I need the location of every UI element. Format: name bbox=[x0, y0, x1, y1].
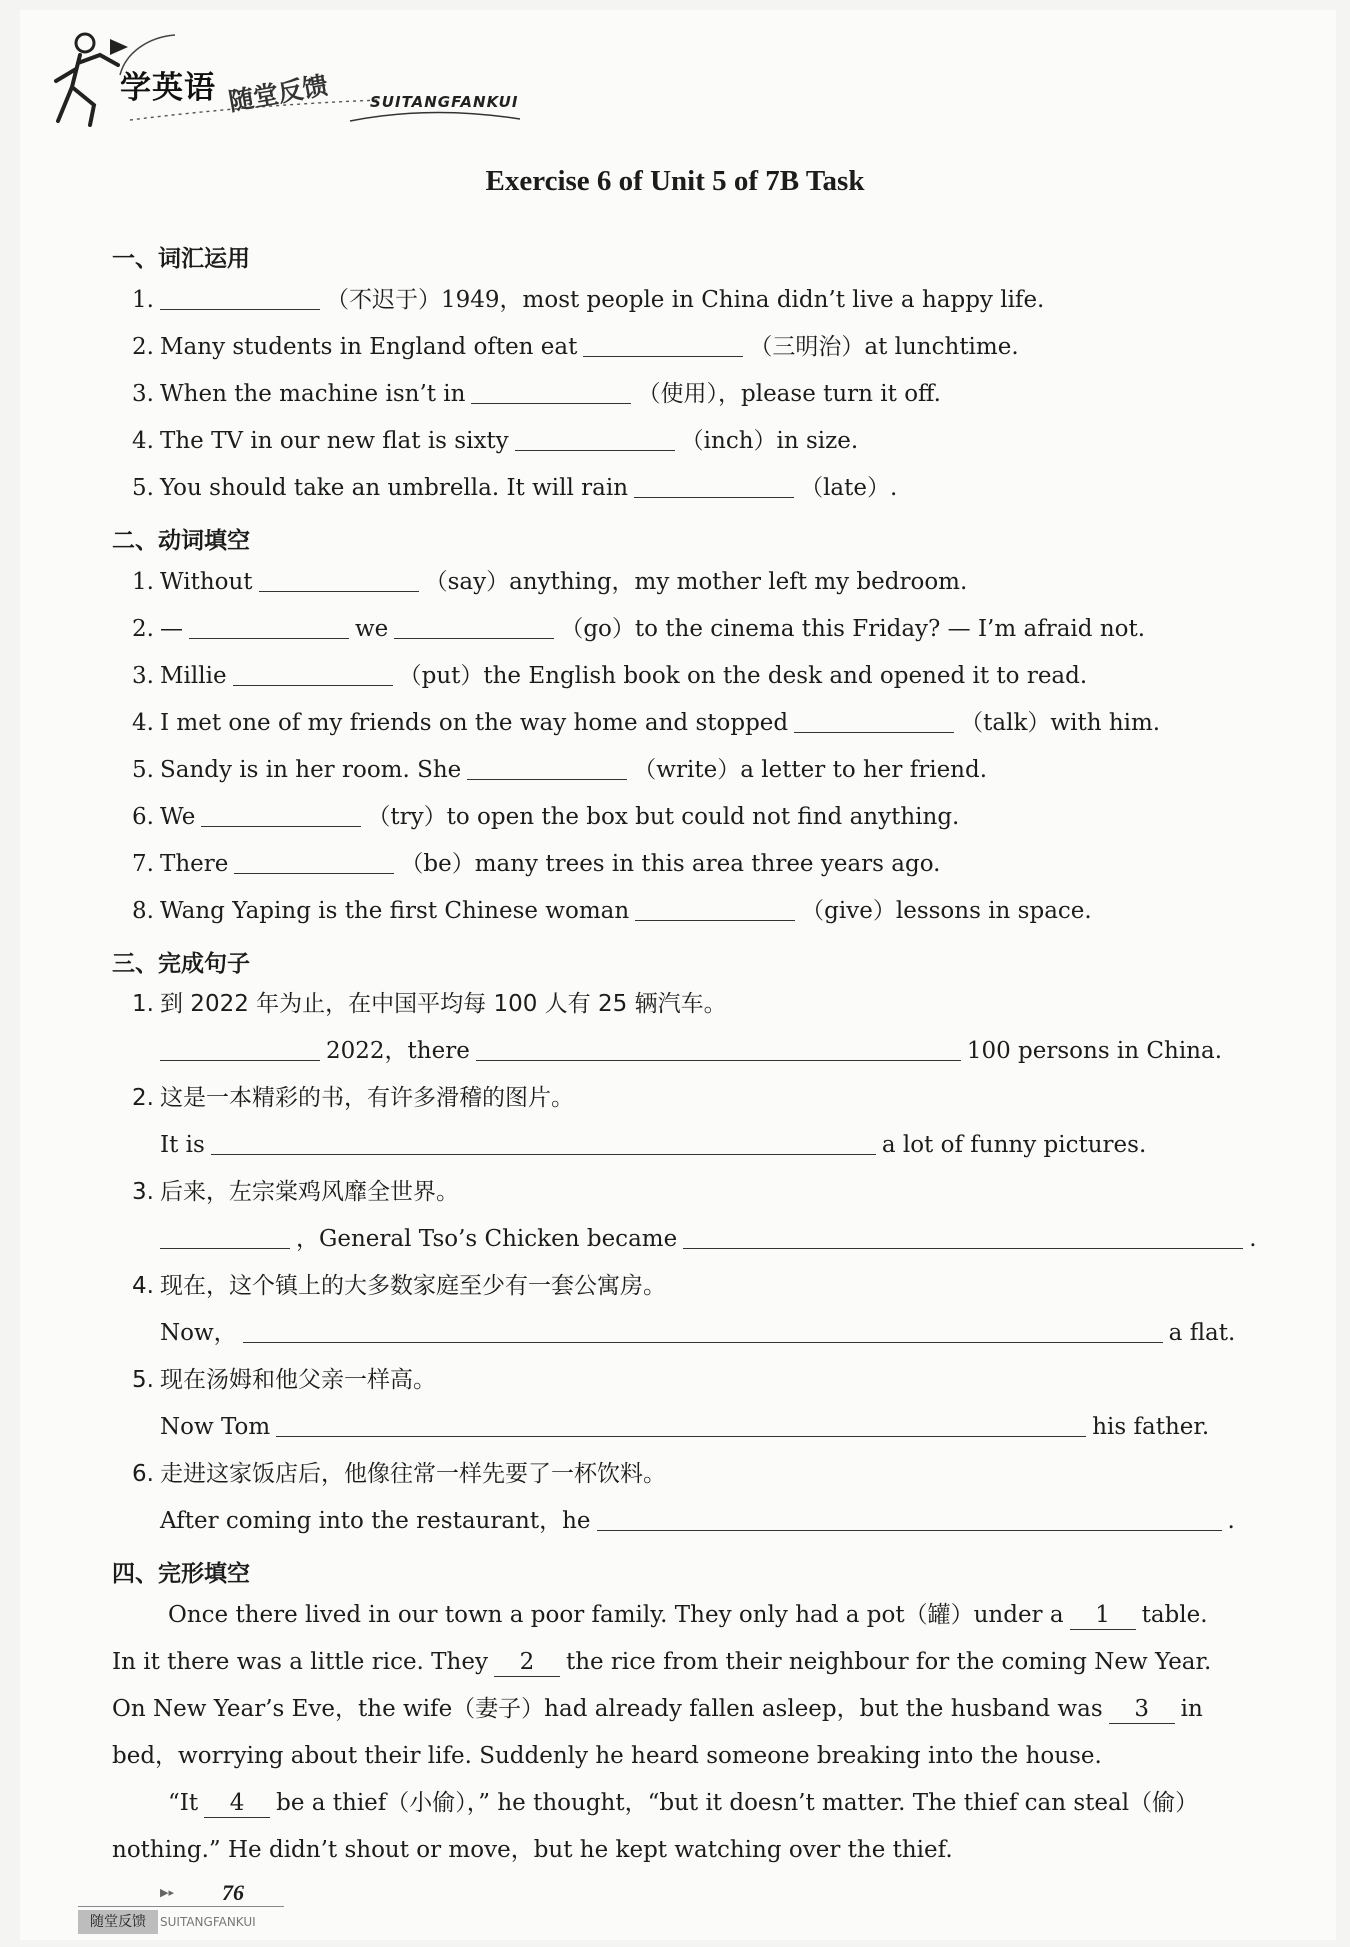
answer-blank[interactable] bbox=[201, 804, 361, 827]
answer-blank[interactable] bbox=[476, 1038, 961, 1061]
footer-logo-en: SUITANGFANKUI bbox=[160, 1915, 256, 1929]
logo-subtitle: 随堂反馈 bbox=[226, 70, 331, 117]
page-number: 76 bbox=[222, 1880, 244, 1905]
answer-blank[interactable] bbox=[160, 1226, 290, 1249]
cloze-line-1: Once there lived in our town a poor family. They only had a pot（罐）under a 1 table. bbox=[168, 1602, 1208, 1628]
answer-blank[interactable] bbox=[634, 475, 794, 498]
s3-item-5-chinese: 5. 现在汤姆和他父亲一样高。 bbox=[132, 1367, 436, 1393]
s3-item-4-english: Now， a flat. bbox=[160, 1320, 1236, 1346]
s3-item-6-chinese: 6. 走进这家饭店后，他像往常一样先要了一杯饮料。 bbox=[132, 1461, 666, 1487]
section1-heading: 一、词汇运用 bbox=[112, 246, 250, 272]
answer-blank[interactable] bbox=[515, 428, 675, 451]
s3-item-1-chinese: 1. 到 2022 年为止，在中国平均每 100 人有 25 辆汽车。 bbox=[132, 991, 727, 1017]
s1-item-3: 3. When the machine isn’t in （使用），please turn it off. bbox=[132, 381, 941, 407]
answer-blank[interactable] bbox=[234, 851, 394, 874]
answer-blank[interactable] bbox=[597, 1508, 1222, 1531]
s2-item-6: 6. We （try）to open the box but could not find anything. bbox=[132, 804, 960, 830]
s2-item-2: 2. — we （go）to the cinema this Friday? — I’m afraid not. bbox=[132, 616, 1146, 642]
s3-item-3-english: ，General Tso’s Chicken became . bbox=[160, 1225, 1257, 1253]
answer-blank[interactable] bbox=[683, 1226, 1243, 1249]
s3-item-6-english: After coming into the restaurant，he . bbox=[160, 1508, 1235, 1534]
s3-item-5-english: Now Tom his father. bbox=[160, 1414, 1210, 1440]
s3-item-1-english: 2022，there 100 persons in China. bbox=[160, 1037, 1222, 1065]
section4-heading: 四、完形填空 bbox=[112, 1561, 250, 1587]
footer-logo-cn: 随堂反馈 bbox=[78, 1910, 158, 1934]
section2-heading: 二、动词填空 bbox=[112, 528, 250, 554]
answer-blank[interactable] bbox=[259, 569, 419, 592]
answer-blank[interactable] bbox=[189, 616, 349, 639]
s3-item-3-chinese: 3. 后来，左宗棠鸡风靡全世界。 bbox=[132, 1179, 459, 1205]
s3-item-4-chinese: 4. 现在，这个镇上的大多数家庭至少有一套公寓房。 bbox=[132, 1273, 666, 1299]
s2-item-4: 4. I met one of my friends on the way home and stopped （talk）with him. bbox=[132, 710, 1161, 736]
s2-item-8: 8. Wang Yaping is the first Chinese woman （give）lessons in space. bbox=[132, 898, 1092, 924]
s1-item-1: 1. （不迟于）1949，most people in China didn’t live a happy life. bbox=[132, 287, 1045, 313]
arrow-icon: ▶▸ bbox=[160, 1886, 174, 1899]
s2-item-1: 1. Without （say）anything，my mother left my bedroom. bbox=[132, 569, 968, 595]
answer-blank[interactable] bbox=[467, 757, 627, 780]
cloze-blank-4[interactable]: 4 bbox=[204, 1789, 270, 1818]
answer-blank[interactable] bbox=[276, 1414, 1086, 1437]
section3-heading: 三、完成句子 bbox=[112, 951, 250, 977]
answer-blank[interactable] bbox=[160, 1038, 320, 1061]
answer-blank[interactable] bbox=[794, 710, 954, 733]
cloze-blank-1[interactable]: 1 bbox=[1070, 1601, 1136, 1630]
cloze-blank-3[interactable]: 3 bbox=[1109, 1695, 1175, 1724]
answer-blank[interactable] bbox=[211, 1132, 876, 1155]
footer-logo bbox=[78, 1910, 284, 1936]
page-title: Exercise 6 of Unit 5 of 7B Task bbox=[485, 165, 865, 197]
s1-item-5: 5. You should take an umbrella. It will rain （late）. bbox=[132, 475, 898, 501]
answer-blank[interactable] bbox=[243, 1320, 1163, 1343]
s2-item-7: 7. There （be）many trees in this area three years ago. bbox=[132, 851, 941, 877]
cloze-blank-2[interactable]: 2 bbox=[494, 1648, 560, 1677]
s1-item-4: 4. The TV in our new flat is sixty （inch）in size. bbox=[132, 428, 859, 454]
answer-blank[interactable] bbox=[583, 334, 743, 357]
answer-blank[interactable] bbox=[160, 287, 320, 310]
answer-blank[interactable] bbox=[471, 381, 631, 404]
cloze-line-3: On New Year’s Eve，the wife（妻子）had already fallen asleep，but the husband was 3 in bbox=[112, 1696, 1203, 1722]
logo-english: SUITANGFANKUI bbox=[370, 93, 519, 111]
cloze-line-2: In it there was a little rice. They 2 the rice from their neighbour for the coming New Year. bbox=[112, 1649, 1212, 1675]
cloze-line-6: nothing.” He didn’t shout or move，but he kept watching over the thief. bbox=[112, 1837, 953, 1863]
answer-blank[interactable] bbox=[394, 616, 554, 639]
s3-item-2-chinese: 2. 这是一本精彩的书，有许多滑稽的图片。 bbox=[132, 1085, 574, 1111]
cloze-line-4: bed，worrying about their life. Suddenly he heard someone breaking into the house. bbox=[112, 1743, 1102, 1769]
answer-blank[interactable] bbox=[635, 898, 795, 921]
s2-item-5: 5. Sandy is in her room. She （write）a letter to her friend. bbox=[132, 757, 988, 783]
s1-item-2: 2. Many students in England often eat （三明治）at lunchtime. bbox=[132, 334, 1019, 360]
answer-blank[interactable] bbox=[233, 663, 393, 686]
cloze-line-5: “It 4 be a thief（小偷），” he thought，“but it doesn’t matter. The thief can steal（偷） bbox=[168, 1790, 1199, 1816]
logo-title: 学英语 bbox=[120, 70, 216, 106]
s2-item-3: 3. Millie （put）the English book on the desk and opened it to read. bbox=[132, 663, 1088, 689]
s3-item-2-english: It is a lot of funny pictures. bbox=[160, 1132, 1147, 1158]
footer-rule bbox=[78, 1906, 284, 1907]
